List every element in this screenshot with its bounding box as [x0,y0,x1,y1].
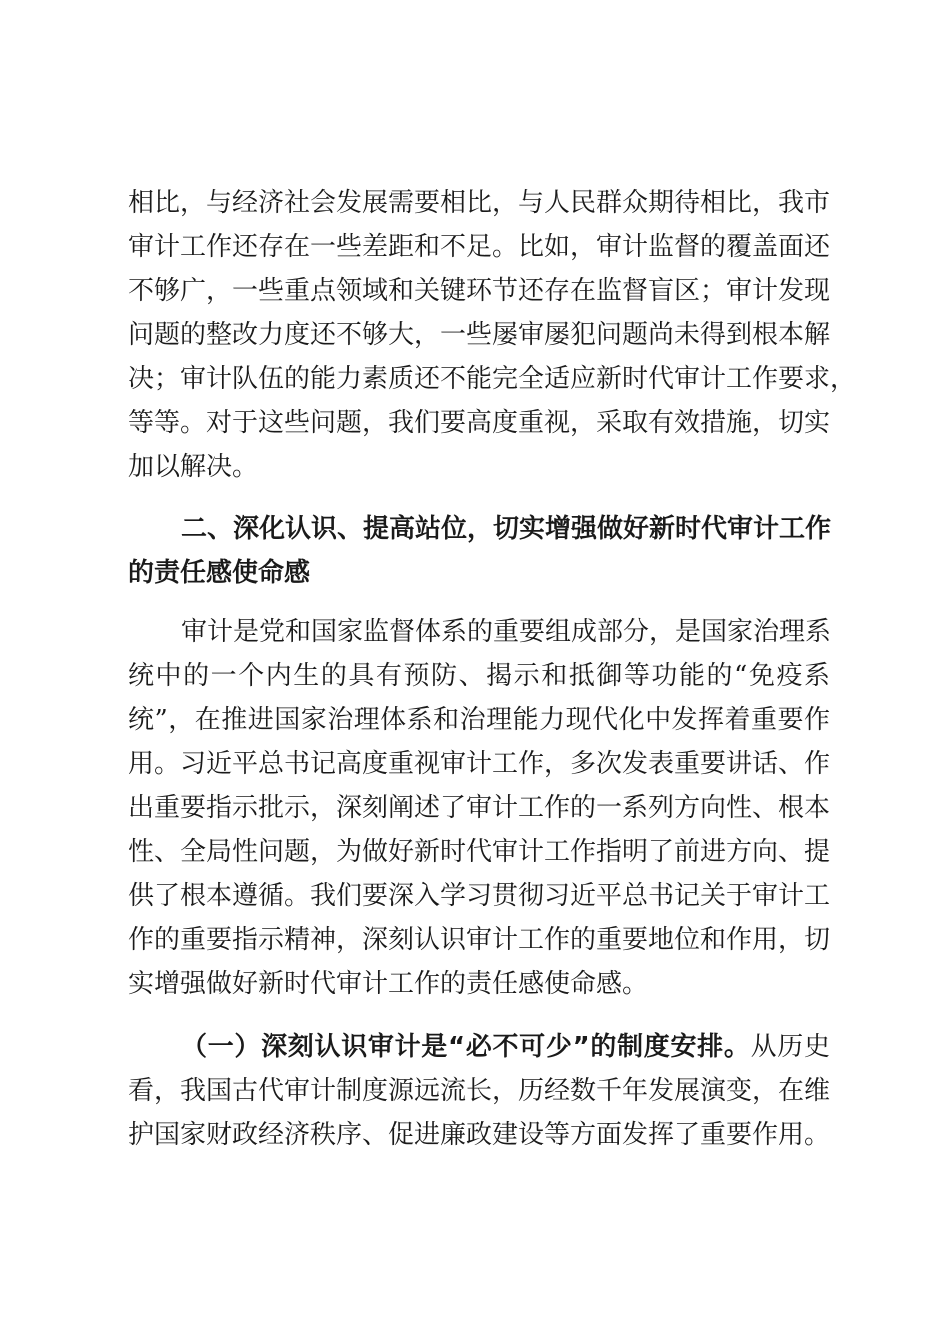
text-line: 统”，在推进国家治理体系和治理能力现代化中发挥着重要作 [128,705,830,735]
heading-line: 的责任感使命感 [128,558,311,588]
text-line: 作的重要指示精神，深刻认识审计工作的重要地位和作用，切 [128,925,831,955]
text-line [181,1029,830,1065]
text-line: 等等。对于这些问题，我们要高度重视，采取有效措施，切实 [128,408,831,438]
heading-line: 二、深化认识、提高站位，切实增强做好新时代审计工作 [181,514,832,544]
text-line: 决；审计队伍的能力素质还不能完全适应新时代审计工作要求， [128,364,857,394]
bold-lead: （一）深刻认识审计是“必不可少”的制度安排。 [181,1032,751,1062]
text-line: 供了根本遵循。我们要深入学习贯彻习近平总书记关于审计工 [128,881,831,911]
text-line: 审计是党和国家监督体系的重要组成部分，是国家治理系 [181,617,832,647]
text-line: 相比，与经济社会发展需要相比，与人民群众期待相比，我市 [128,188,831,218]
text-line: 问题的整改力度还不够大，一些屡审屡犯问题尚未得到根本解 [128,320,831,350]
text-line: 统中的一个内生的具有预防、揭示和抵御等功能的“免疫系 [128,661,830,691]
lead-rest: 从历史 [750,1032,830,1062]
text-line: 性、全局性问题，为做好新时代审计工作指明了前进方向、提 [128,837,831,867]
text-line: 出重要指示批示，深刻阐述了审计工作的一系列方向性、根本 [128,793,831,823]
text-line: 审计工作还存在一些差距和不足。比如，审计监督的覆盖面还 [128,232,831,262]
text-line: 看，我国古代审计制度源远流长，历经数千年发展演变，在维 [128,1076,831,1106]
text-line: 实增强做好新时代审计工作的责任感使命感。 [128,969,649,999]
text-line: 用。习近平总书记高度重视审计工作，多次发表重要讲话、作 [128,749,831,779]
text-line: 护国家财政经济秩序、促进廉政建设等方面发挥了重要作用。 [128,1120,831,1150]
text-line: 加以解决。 [128,452,259,482]
text-line: 不够广，一些重点领域和关键环节还存在监督盲区；审计发现 [128,276,831,306]
